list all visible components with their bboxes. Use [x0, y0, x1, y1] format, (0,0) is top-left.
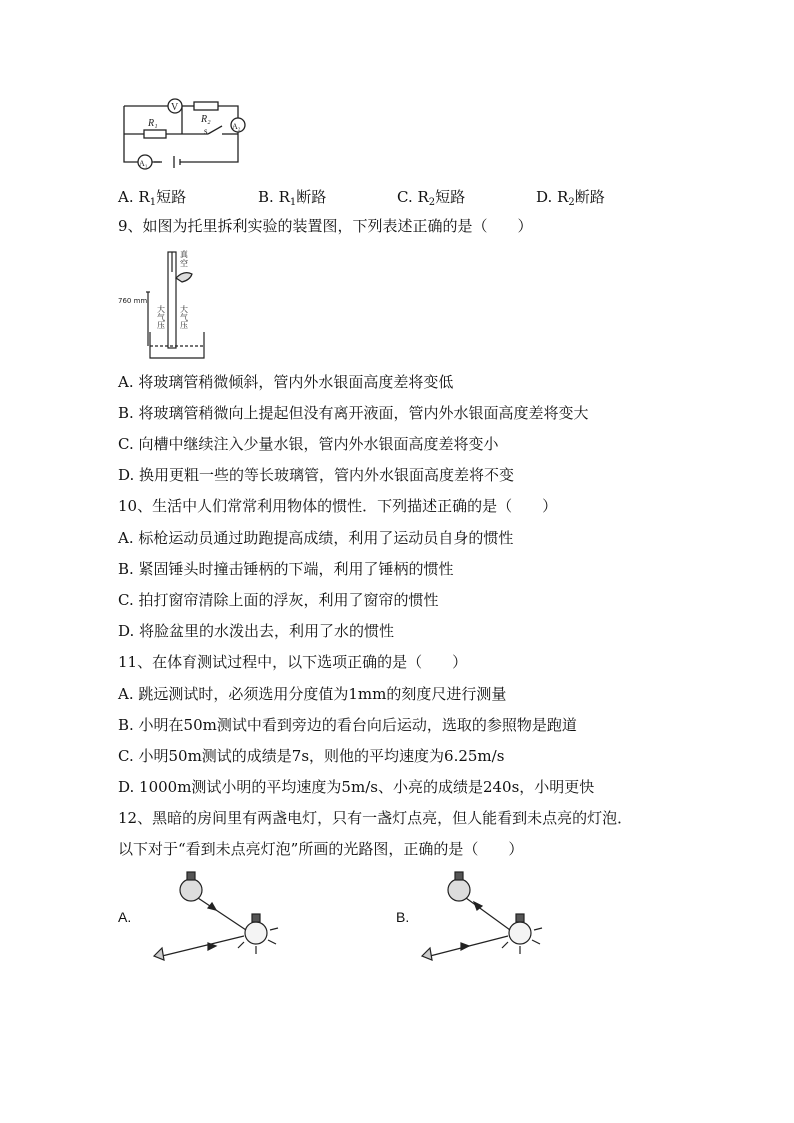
q11-option-d[interactable]: D. 1000m测试小明的平均速度为5m/s、小亮的成绩是240s，小明更快 — [118, 778, 595, 796]
mm-label: 760 mm — [118, 297, 148, 305]
light-path-diagram-b — [414, 868, 564, 968]
q8-option-d[interactable]: D. $R_2$断路 — [536, 188, 605, 208]
q8-option-a[interactable]: A. $R_1$短路 — [118, 188, 187, 208]
q9-option-d[interactable]: D. 换用更粗一些的等长玻璃管，管内外水银面高度差将不变 — [118, 466, 515, 484]
vacuum-label-2: 空 — [180, 259, 188, 268]
q9-option-a[interactable]: A. 将玻璃管稍微倾斜，管内外水银面高度差将变低 — [118, 373, 454, 391]
torricelli-apparatus — [118, 248, 234, 360]
q10-option-b[interactable]: B. 紧固锤头时撞击锤柄的下端，利用了锤柄的惯性 — [118, 560, 454, 578]
q11-option-c[interactable]: C. 小明50m测试的成绩是7s，则他的平均速度为6.25m/s — [118, 747, 505, 765]
q12-option-b-label[interactable]: B. — [396, 909, 410, 925]
q11-option-b[interactable]: B. 小明在50m测试中看到旁边的看台向后运动，选取的参照物是跑道 — [118, 716, 577, 734]
q8-option-b[interactable]: B. $R_1$断路 — [258, 188, 327, 208]
atm-left-2: 气 — [157, 313, 165, 322]
ammeter-a1-label: A₁ — [139, 159, 148, 168]
q11-option-a[interactable]: A. 跳远测试时，必须选用分度值为1mm的刻度尺进行测量 — [118, 685, 507, 703]
q12-stem-line1: 12、黑暗的房间里有两盏电灯，只有一盏灯点亮，但人能看到未点亮的灯泡． — [118, 809, 633, 827]
ammeter-a2-label: A₂ — [232, 122, 241, 131]
q10-option-a[interactable]: A. 标枪运动员通过助跑提高成绩，利用了运动员自身的惯性 — [118, 529, 514, 547]
r1-label: R₁ — [148, 118, 158, 129]
q9-stem: 9、如图为托里拆利实验的装置图，下列表述正确的是（ ） — [118, 217, 533, 235]
q9-option-c[interactable]: C. 向槽中继续注入少量水银，管内外水银面高度差将变小 — [118, 435, 499, 453]
atm-left-3: 压 — [157, 321, 165, 330]
q11-stem: 11、在体育测试过程中，以下选项正确的是（ ） — [118, 653, 468, 671]
atm-right-1: 大 — [180, 305, 188, 314]
q12-option-a-label[interactable]: A. — [118, 909, 132, 925]
vacuum-label-1: 真 — [180, 250, 188, 259]
circuit-diagram — [118, 98, 248, 170]
q12-stem-line2: 以下对于“看到未点亮灯泡”所画的光路图，正确的是（ ） — [118, 840, 524, 858]
q10-stem: 10、生活中人们常常利用物体的惯性．下列描述正确的是（ ） — [118, 497, 558, 515]
switch-label: s — [204, 126, 208, 136]
q10-option-d[interactable]: D. 将脸盆里的水泼出去，利用了水的惯性 — [118, 622, 395, 640]
q10-option-c[interactable]: C. 拍打窗帘清除上面的浮灰，利用了窗帘的惯性 — [118, 591, 439, 609]
q8-option-c[interactable]: C. $R_2$短路 — [397, 188, 466, 208]
light-path-diagram-a — [146, 868, 296, 968]
atm-right-2: 气 — [180, 313, 188, 322]
atm-right-3: 压 — [180, 321, 188, 330]
atm-left-1: 大 — [157, 305, 165, 314]
r2-label: R₂ — [201, 114, 211, 125]
q9-option-b[interactable]: B. 将玻璃管稍微向上提起但没有离开液面，管内外水银面高度差将变大 — [118, 404, 589, 422]
voltmeter-label: V — [171, 102, 179, 113]
